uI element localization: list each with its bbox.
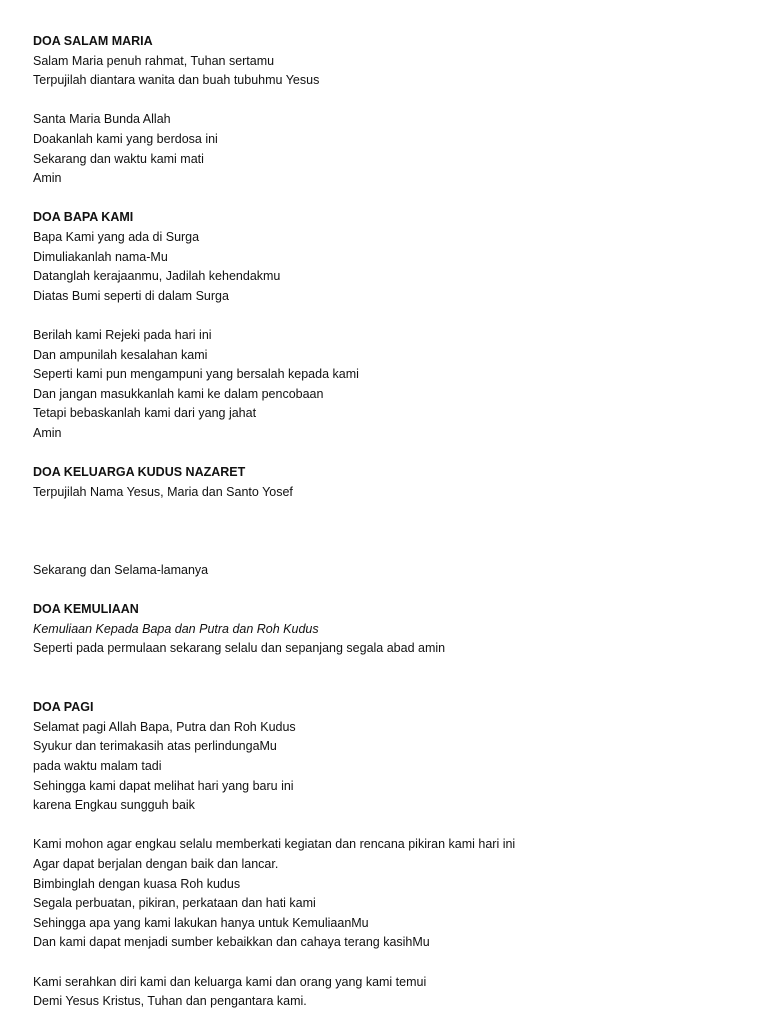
blank-line (33, 816, 753, 836)
text-line: Tetapi bebaskanlah kami dari yang jahat (33, 406, 257, 421)
blank-line (33, 443, 753, 463)
text-line: Diatas Bumi seperti di dalam Surga (33, 288, 229, 303)
prayer-pagi (33, 698, 753, 1012)
text-line: Terpujilah Nama Yesus, Maria dan Santo Yosef (33, 484, 293, 499)
text-line: Seperti pada permulaan sekarang selalu dan sepanjang segala abad amin (33, 641, 446, 656)
blank-line (33, 581, 753, 601)
italic-text-line: Kemuliaan Kepada Bapa dan Putra dan Roh Kudus (33, 621, 319, 636)
text-line: Sehingga apa yang kami lakukan hanya untuk KemuliaanMu (33, 915, 369, 930)
blank-line (33, 91, 753, 111)
text-line: pada waktu malam tadi (33, 758, 162, 773)
text-line: Bapa Kami yang ada di Surga (33, 229, 200, 244)
section-heading: DOA PAGI (33, 700, 94, 715)
blank-line (33, 679, 753, 699)
text-line: Bimbinglah dengan kuasa Roh kudus (33, 876, 241, 891)
text-line: Kami serahkan diri kami dan keluarga kami dan orang yang kami temui (33, 974, 427, 989)
text-line: Demi Yesus Kristus, Tuhan dan pengantara kami. (33, 994, 307, 1009)
text-line: karena Engkau sungguh baik (33, 798, 195, 813)
text-line: Dan ampunilah kesalahan kami (33, 347, 208, 362)
section-heading: DOA KELUARGA KUDUS NAZARET (33, 465, 246, 480)
prayer-salam-maria (33, 32, 753, 208)
blank-line (33, 189, 753, 209)
text-line: Agar dapat berjalan dengan baik dan lancar. (33, 856, 279, 871)
text-line: Santa Maria Bunda Allah (33, 112, 171, 127)
text-line: Dan kami dapat menjadi sumber kebaikkan dan cahaya terang kasihMu (33, 935, 430, 950)
text-line: Terpujilah diantara wanita dan buah tubuhmu Yesus (33, 73, 320, 88)
text-line: Amin (33, 425, 62, 440)
section-heading: DOA BAPA KAMI (33, 210, 134, 225)
text-line: Syukur dan terimakasih atas perlindungaMu (33, 739, 277, 754)
prayer-bapa-kami (33, 208, 753, 463)
text-line: Amin (33, 171, 62, 186)
text-line: Segala perbuatan, pikiran, perkataan dan hati kami (33, 896, 316, 911)
text-line: Dimuliakanlah nama-Mu (33, 249, 168, 264)
text-line: Selamat pagi Allah Bapa, Putra dan Roh Kudus (33, 719, 296, 734)
text-line: Doakanlah kami yang berdosa ini (33, 131, 218, 146)
text-line: Sekarang dan waktu kami mati (33, 151, 204, 166)
text-line: Dan jangan masukkanlah kami ke dalam pencobaan (33, 386, 324, 401)
text-line: Sekarang dan Selama-lamanya (33, 563, 209, 578)
blank-line (33, 522, 753, 542)
text-line: Kami mohon agar engkau selalu memberkati kegiatan dan rencana pikiran kami hari ini (33, 837, 516, 852)
blank-line (33, 953, 753, 973)
text-line: Salam Maria penuh rahmat, Tuhan sertamu (33, 53, 275, 68)
prayer-keluarga-kudus (33, 463, 753, 600)
text-line: Seperti kami pun mengampuni yang bersalah kepada kami (33, 367, 359, 382)
text-line: Datanglah kerajaanmu, Jadilah kehendakmu (33, 269, 281, 284)
blank-line (33, 502, 753, 522)
blank-line (33, 306, 753, 326)
text-line: Sehingga kami dapat melihat hari yang baru ini (33, 778, 294, 793)
blank-line (33, 659, 753, 679)
text-line: Berilah kami Rejeki pada hari ini (33, 327, 212, 342)
section-heading: DOA SALAM MARIA (33, 34, 153, 48)
document-page (33, 32, 753, 1012)
prayer-kemuliaan (33, 600, 753, 698)
section-heading: DOA KEMULIAAN (33, 602, 139, 617)
blank-line (33, 541, 753, 561)
